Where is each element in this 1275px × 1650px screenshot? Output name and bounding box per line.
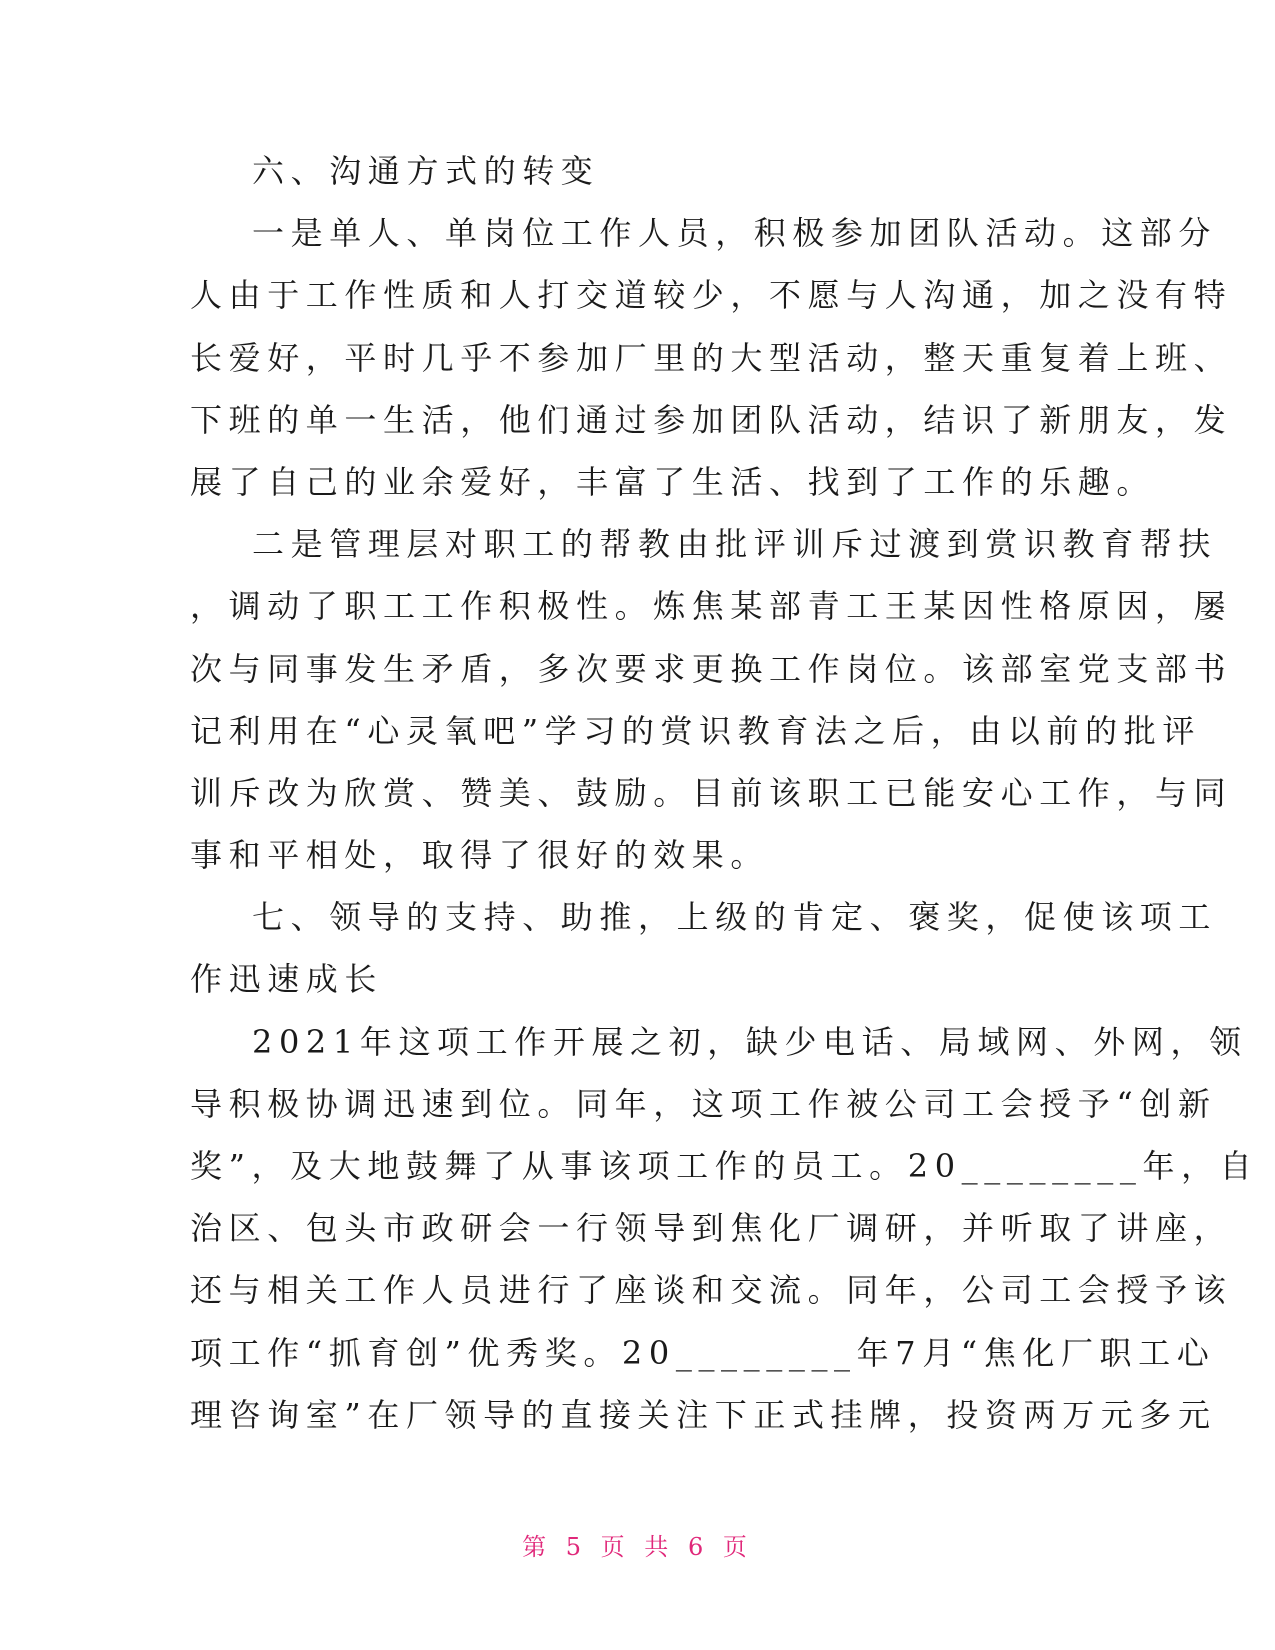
text-line: 人由于工作性质和人打交道较少，不愿与人沟通，加之没有特 xyxy=(190,276,1233,315)
text-line: 六、沟通方式的转变 xyxy=(252,152,600,190)
text-line: 二是管理层对职工的帮教由批评训斥过渡到赏识教育帮扶 xyxy=(252,525,1218,564)
page-number-label: 第 5 页 共 6 页 xyxy=(522,1533,753,1561)
text-line: 项工作“抓育创”优秀奖。20________年7月“焦化厂职工心 xyxy=(190,1333,1216,1372)
text-line: 治区、包头市政研会一行领导到焦化厂调研，并听取了讲座， xyxy=(190,1209,1233,1248)
text-line: 一是单人、单岗位工作人员，积极参加团队活动。这部分 xyxy=(252,214,1218,253)
text-line: 展了自己的业余爱好，丰富了生活、找到了工作的乐趣。 xyxy=(190,462,1156,501)
text-line: 次与同事发生矛盾，多次要求更换工作岗位。该部室党支部书 xyxy=(190,649,1233,688)
text-line: 还与相关工作人员进行了座谈和交流。同年，公司工会授予该 xyxy=(190,1271,1233,1310)
document-body xyxy=(190,140,1259,1446)
text-line: 长爱好，平时几乎不参加厂里的大型活动，整天重复着上班、 xyxy=(190,338,1233,377)
text-line: 记利用在“心灵氧吧”学习的赏识教育法之后，由以前的批评 xyxy=(190,711,1201,750)
text-line: 理咨询室”在厂领导的直接关注下正式挂牌，投资两万元多元 xyxy=(190,1395,1217,1434)
text-line: 2021年这项工作开展之初，缺少电话、局域网、外网，领 xyxy=(252,1022,1248,1061)
text-line: 下班的单一生活，他们通过参加团队活动，结识了新朋友，发 xyxy=(190,400,1233,439)
page-footer xyxy=(0,1527,1275,1562)
text-line: 作迅速成长 xyxy=(190,960,384,999)
text-line: 奖”，及大地鼓舞了从事该项工作的员工。20________年，自 xyxy=(190,1147,1259,1185)
text-line: ，调动了职工工作积极性。炼焦某部青工王某因性格原因，屡 xyxy=(190,587,1233,626)
text-line: 事和平相处，取得了很好的效果。 xyxy=(190,836,770,875)
text-line: 训斥改为欣赏、赞美、鼓励。目前该职工已能安心工作，与同 xyxy=(190,773,1233,812)
text-line: 导积极协调迅速到位。同年，这项工作被公司工会授予“创新 xyxy=(190,1084,1217,1123)
text-line: 七、领导的支持、助推，上级的肯定、褒奖，促使该项工 xyxy=(252,898,1218,937)
